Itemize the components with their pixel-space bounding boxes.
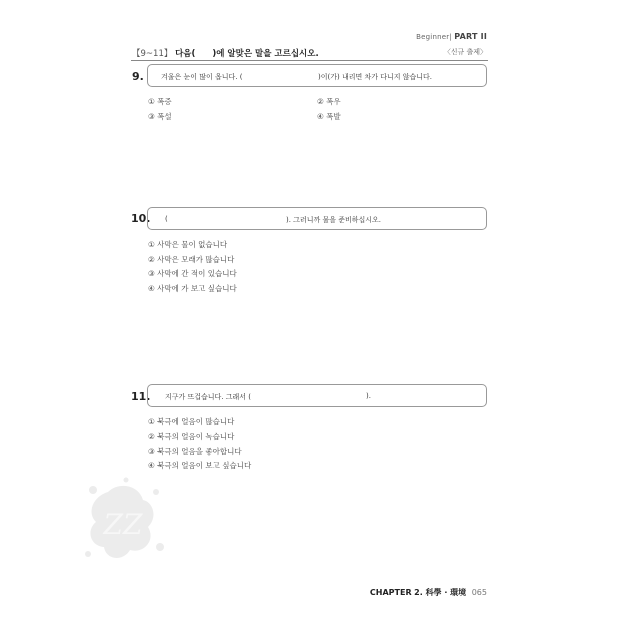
- answer-option[interactable]: ④ 북극의 얼음이 보고 싶습니다: [148, 461, 252, 470]
- instruction: [132, 47, 319, 59]
- answer-option[interactable]: ② 폭우: [317, 97, 341, 106]
- prompt-text-after: ).: [366, 392, 371, 400]
- part-label: PART II: [454, 32, 487, 41]
- answer-option[interactable]: ③ 폭설: [148, 112, 172, 121]
- prompt-text-before: (: [165, 215, 168, 223]
- answer-option[interactable]: ② 사막은 모래가 많습니다: [148, 255, 235, 264]
- answer-option[interactable]: ③ 사막에 간 적이 있습니다: [148, 269, 237, 278]
- page-footer: [370, 587, 487, 598]
- instruction-text: 다음( )에 알맞은 말을 고르십시오.: [175, 49, 319, 59]
- level-label: Beginner: [416, 33, 450, 41]
- prompt-text-after: )이(가) 내리면 차가 다니지 않습니다.: [318, 73, 432, 81]
- question-prompt-box: [147, 384, 487, 407]
- answer-option[interactable]: ① 폭증: [148, 97, 172, 106]
- answer-option[interactable]: ③ 북극의 얼음을 좋아합니다: [148, 447, 242, 456]
- source-tag: 〈신규 출제〉: [443, 48, 487, 56]
- svg-text:ZZ: ZZ: [103, 508, 143, 541]
- question-number: 10.: [131, 212, 151, 225]
- question-number: 11.: [131, 390, 151, 403]
- answer-option[interactable]: ④ 사막에 가 보고 싶습니다: [148, 284, 237, 293]
- page-number: 065: [471, 588, 487, 597]
- answer-option[interactable]: ② 북극의 얼음이 녹습니다: [148, 432, 235, 441]
- chapter-label: CHAPTER: [369, 588, 412, 597]
- ink-splash-watermark: [78, 472, 168, 567]
- prompt-text-before: 지구가 뜨겁습니다. 그래서 (: [165, 393, 252, 401]
- question-prompt-box: [147, 207, 487, 230]
- question-prompt-box: [147, 64, 487, 87]
- prompt-text-after: ). 그러니까 물을 준비하십시오.: [286, 216, 382, 224]
- prompt-text-before: 겨울은 눈이 많이 옵니다. (: [161, 73, 243, 81]
- question-number: 9.: [132, 70, 144, 83]
- chapter-title: 2. 科學 · 環境: [414, 588, 467, 597]
- answer-option[interactable]: ④ 폭발: [317, 112, 341, 121]
- question-range: 【9~11】: [132, 49, 173, 59]
- part-header: Beginner| PART II: [416, 32, 487, 41]
- header-divider: [131, 60, 488, 61]
- answer-option[interactable]: ① 북극에 얼음이 많습니다: [148, 417, 235, 426]
- answer-option[interactable]: ① 사막은 물이 없습니다: [148, 240, 228, 249]
